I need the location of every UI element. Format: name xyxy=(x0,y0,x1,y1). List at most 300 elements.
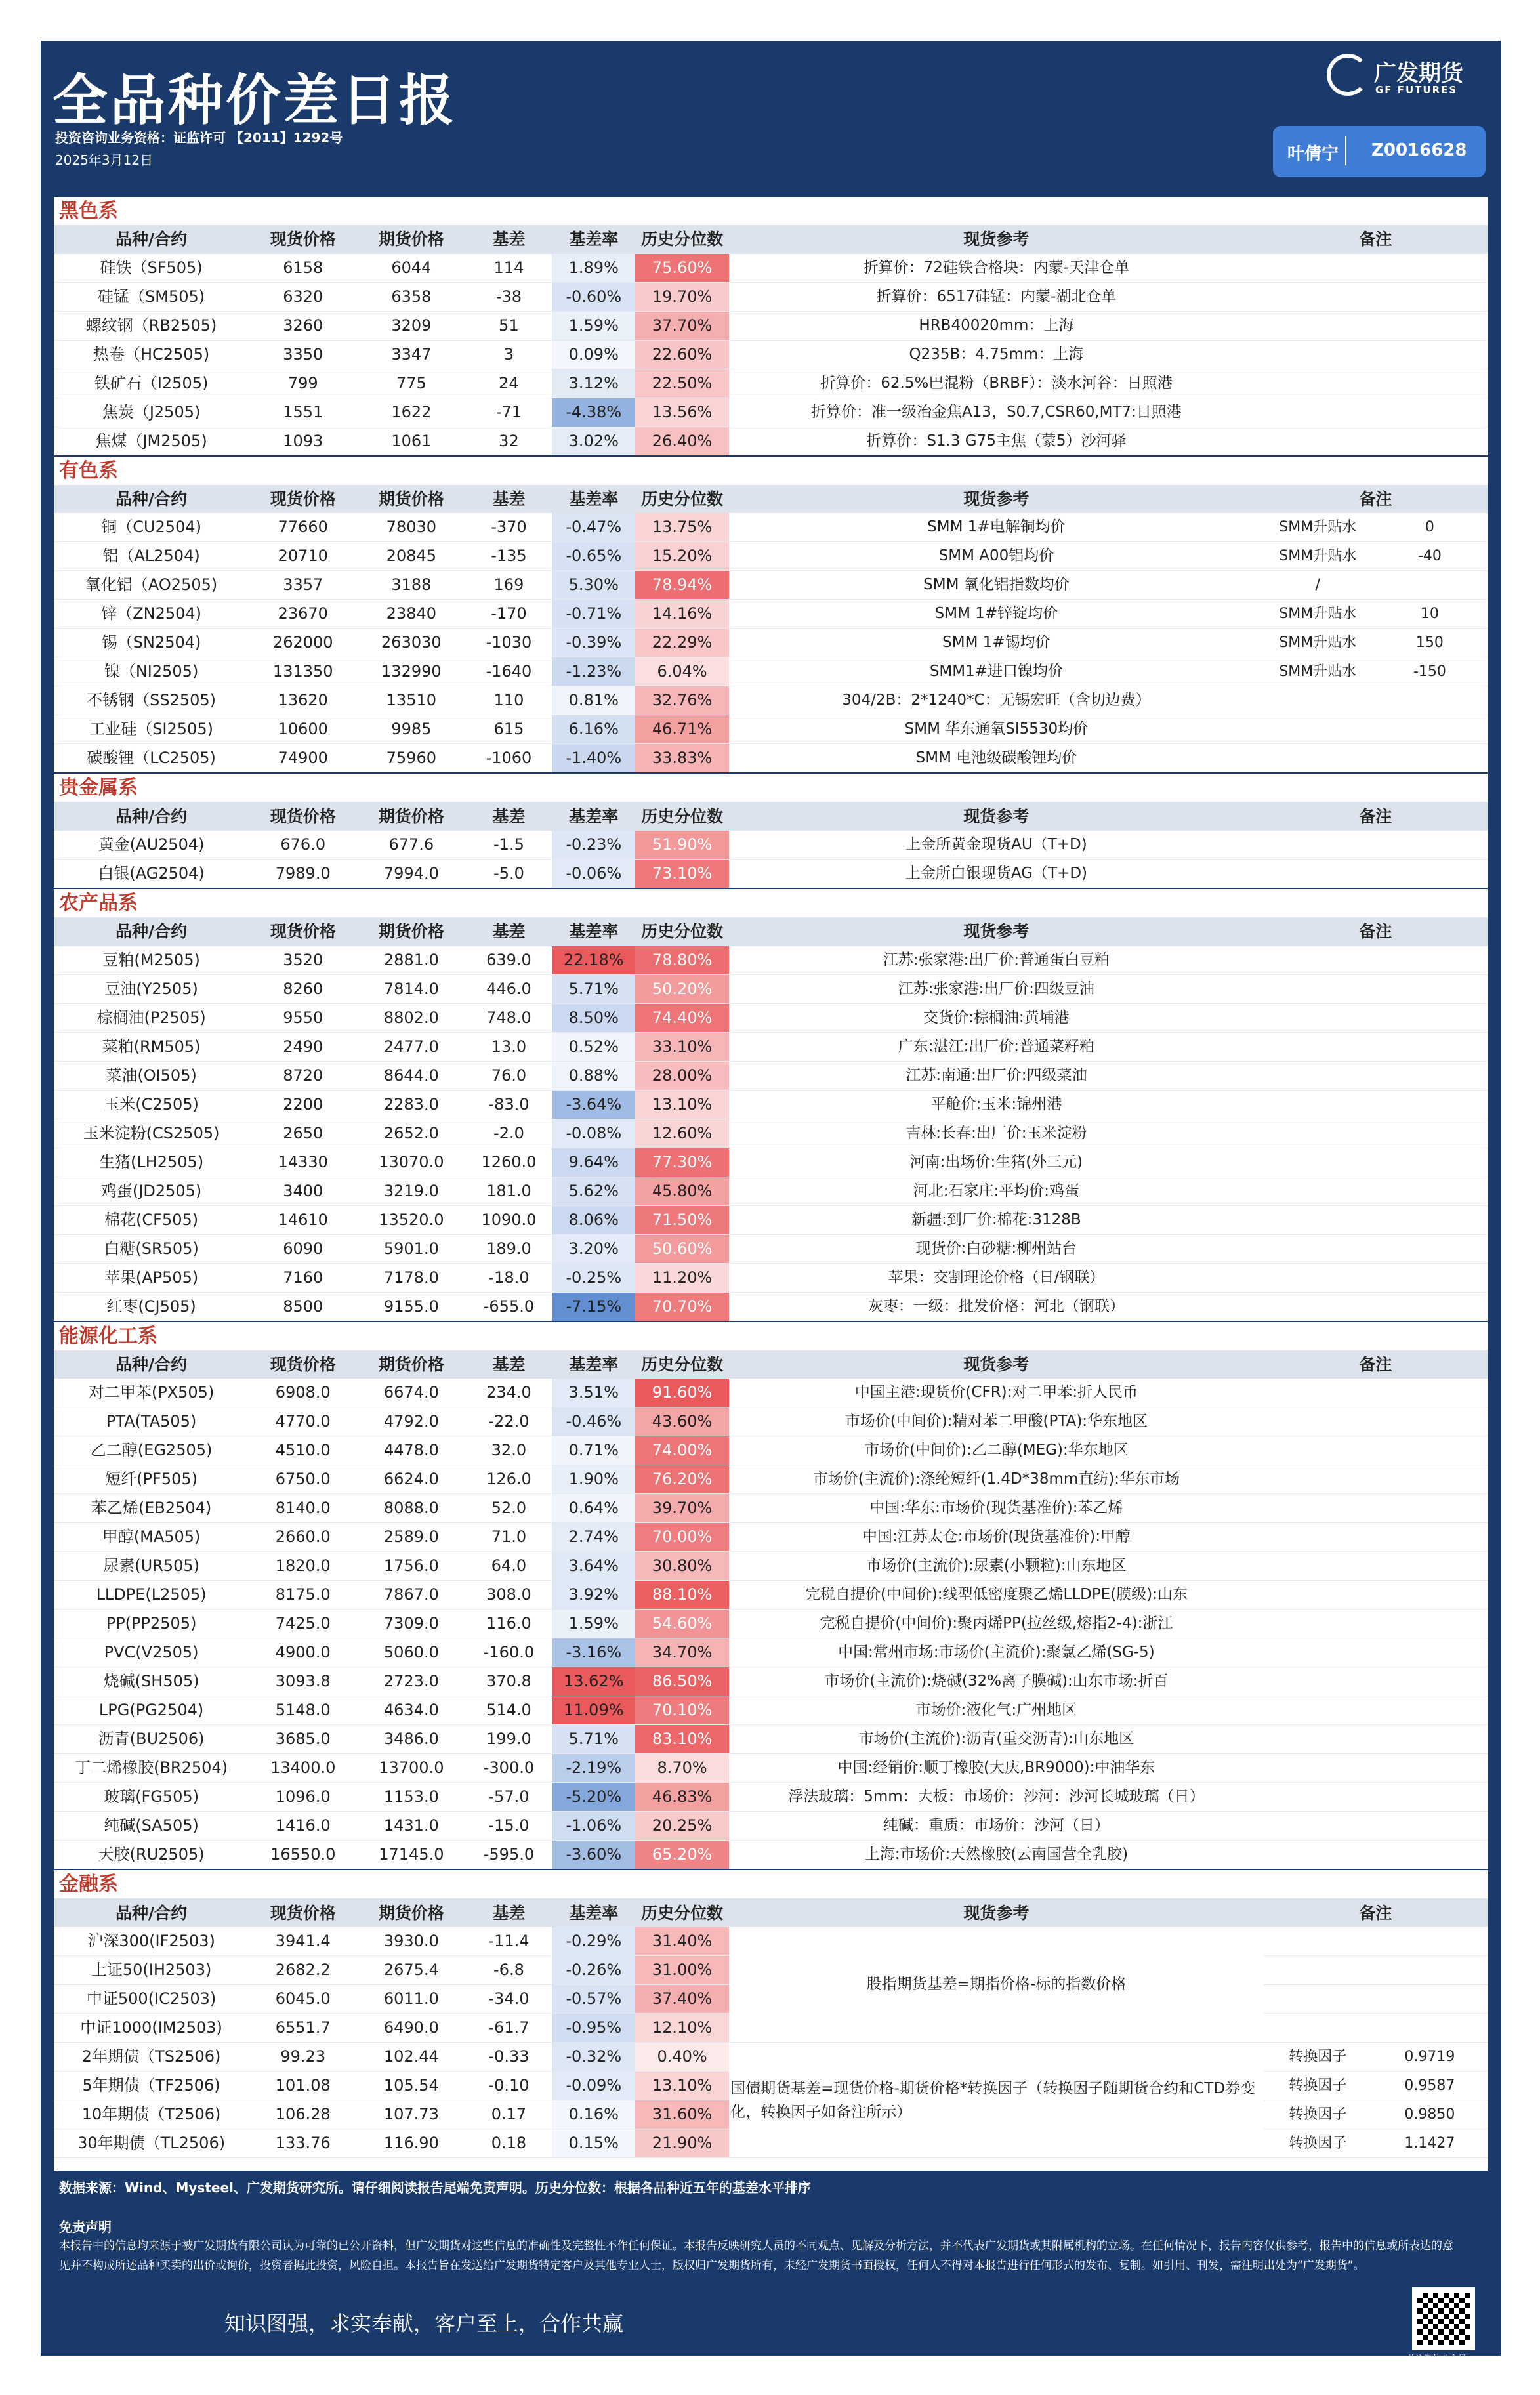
remark-value-cell xyxy=(1372,1494,1488,1523)
contract-cell: 纯碱(SA505) xyxy=(54,1812,249,1841)
spot-price-cell: 799 xyxy=(249,369,357,398)
remark-cell xyxy=(1264,1667,1372,1696)
basis-cell: 3 xyxy=(465,340,552,369)
column-header-row xyxy=(54,1898,1488,1927)
contract-cell: 中证1000(IM2503) xyxy=(54,2014,249,2043)
table-row xyxy=(54,1754,1488,1783)
contract-cell: 焦煤（JM2505) xyxy=(54,427,249,456)
basis-cell: 32 xyxy=(465,427,552,456)
remark-cell: 转换因子 xyxy=(1264,2043,1372,2072)
remark-value-cell: -150 xyxy=(1372,657,1488,686)
column-header: 期货价格 xyxy=(357,1898,465,1927)
remark-cell xyxy=(1264,1552,1372,1581)
basis-rate-cell: -7.15% xyxy=(552,1292,635,1322)
spot-reference-cell: 市场价:液化气:广州地区 xyxy=(729,1696,1264,1725)
column-header: 历史分位数 xyxy=(635,917,729,946)
futures-price-cell: 1622 xyxy=(357,398,465,427)
basis-rate-cell: -0.09% xyxy=(552,2072,635,2100)
table-row xyxy=(54,1552,1488,1581)
futures-price-cell: 3188 xyxy=(357,571,465,600)
spot-reference-cell: 江苏:张家港:出厂价:普通蛋白豆粕 xyxy=(729,946,1264,975)
futures-price-cell: 3347 xyxy=(357,340,465,369)
percentile-cell: 88.10% xyxy=(635,1581,729,1610)
section-title: 金融系 xyxy=(54,1869,1488,1898)
spot-reference-cell: 江苏:张家港:出厂价:四级豆油 xyxy=(729,974,1264,1003)
table-row xyxy=(54,254,1488,283)
remark-cell xyxy=(1264,1985,1372,2014)
futures-price-cell: 78030 xyxy=(357,513,465,542)
column-header-row xyxy=(54,802,1488,831)
futures-price-cell: 13700.0 xyxy=(357,1754,465,1783)
futures-price-cell: 3486.0 xyxy=(357,1725,465,1754)
spot-reference-cell: 河北:石家庄:平均价:鸡蛋 xyxy=(729,1177,1264,1205)
basis-rate-cell: -0.47% xyxy=(552,513,635,542)
remark-cell xyxy=(1264,254,1372,283)
column-header: 现货参考 xyxy=(729,1350,1264,1379)
basis-rate-cell: 0.81% xyxy=(552,686,635,715)
contract-cell: 棕榈油(P2505) xyxy=(54,1003,249,1032)
basis-cell: -71 xyxy=(465,398,552,427)
remark-value-cell xyxy=(1372,1061,1488,1090)
section-header-row xyxy=(54,773,1488,802)
percentile-cell: 31.00% xyxy=(635,1956,729,1985)
remark-cell xyxy=(1264,1407,1372,1436)
basis-cell: 1090.0 xyxy=(465,1205,552,1234)
percentile-cell: 12.10% xyxy=(635,2014,729,2043)
spot-price-cell: 4770.0 xyxy=(249,1407,357,1436)
percentile-cell: 91.60% xyxy=(635,1379,729,1407)
remark-value-cell xyxy=(1372,1148,1488,1177)
futures-price-cell: 8802.0 xyxy=(357,1003,465,1032)
spot-reference-cell: 304/2B：2*1240*C：无锡宏旺（含切边费） xyxy=(729,686,1264,715)
futures-price-cell: 107.73 xyxy=(357,2100,465,2129)
basis-cell: 370.8 xyxy=(465,1667,552,1696)
basis-cell: -1030 xyxy=(465,629,552,657)
remark-value-cell: 1.1427 xyxy=(1372,2129,1488,2158)
remark-value-cell: 0.9719 xyxy=(1372,2043,1488,2072)
spot-reference-cell: Q235B：4.75mm：上海 xyxy=(729,340,1264,369)
spot-price-cell: 131350 xyxy=(249,657,357,686)
basis-cell: -595.0 xyxy=(465,1841,552,1870)
futures-price-cell: 6674.0 xyxy=(357,1379,465,1407)
futures-price-cell: 116.90 xyxy=(357,2129,465,2158)
table-row xyxy=(54,1667,1488,1696)
column-header: 现货参考 xyxy=(729,225,1264,254)
basis-rate-cell: 1.89% xyxy=(552,254,635,283)
remark-cell xyxy=(1264,974,1372,1003)
remark-value-cell xyxy=(1372,1812,1488,1841)
remark-value-cell xyxy=(1372,1032,1488,1061)
percentile-cell: 70.70% xyxy=(635,1292,729,1322)
remark-cell xyxy=(1264,1696,1372,1725)
percentile-cell: 76.20% xyxy=(635,1465,729,1494)
table-row xyxy=(54,1696,1488,1725)
percentile-cell: 46.71% xyxy=(635,715,729,744)
spot-reference-cell: 现货价:白砂糖:柳州站台 xyxy=(729,1234,1264,1263)
basis-rate-cell: 0.71% xyxy=(552,1436,635,1465)
spot-price-cell: 2650 xyxy=(249,1119,357,1148)
table-row xyxy=(54,1581,1488,1610)
remark-cell xyxy=(1264,686,1372,715)
futures-price-cell: 1153.0 xyxy=(357,1783,465,1812)
column-header: 基差率 xyxy=(552,225,635,254)
remark-cell xyxy=(1264,946,1372,975)
basis-rate-cell: 0.15% xyxy=(552,2129,635,2158)
column-header: 基差率 xyxy=(552,1350,635,1379)
section-title: 贵金属系 xyxy=(54,773,1488,802)
spot-reference-cell: 上海:市场价:天然橡胶(云南国营全乳胶) xyxy=(729,1841,1264,1870)
spot-reference-cell: 上金所白银现货AG（T+D) xyxy=(729,860,1264,889)
spread-table xyxy=(54,196,1488,2158)
futures-price-cell: 13510 xyxy=(357,686,465,715)
futures-price-cell: 8088.0 xyxy=(357,1494,465,1523)
spot-reference-cell: 中国:常州市场:市场价(主流价):聚氯乙烯(SG-5) xyxy=(729,1638,1264,1667)
disclaimer-text: 本报告中的信息均来源于被广发期货有限公司认为可靠的已公开资料，但广发期货对这些信息的准确性及完整性不作任何保证。本报告反映研究人员的不同观点、见解及分析方法，并不代表广发期货或其附属机构的立场。在任何情况下，报告内容仅供参考，报告中的信息或所表达的意见并不构成所述品种买卖的出价或询价，投资者据此投资，风险自担。本报告旨在发送给广发期货特定客户及其他专业人士，版权归广发期货所有，未经广发期货书面授权，任何人不得对本报告进行任何形式的发布、复制。如引用、刊发，需注明出处为“广发期货”。 xyxy=(59,2239,1453,2272)
spot-price-cell: 6750.0 xyxy=(249,1465,357,1494)
spot-reference-cell: 完税自提价(中间价):线型低密度聚乙烯LLDPE(膜级):山东 xyxy=(729,1581,1264,1610)
spot-price-cell: 8175.0 xyxy=(249,1581,357,1610)
contract-cell: 苯乙烯(EB2504) xyxy=(54,1494,249,1523)
report-date: 2025年3月12日 xyxy=(55,152,154,168)
column-header-row xyxy=(54,225,1488,254)
column-header: 备注 xyxy=(1264,1898,1488,1927)
basis-cell: 199.0 xyxy=(465,1725,552,1754)
percentile-cell: 30.80% xyxy=(635,1552,729,1581)
basis-cell: -38 xyxy=(465,282,552,311)
contract-cell: 红枣(CJ505) xyxy=(54,1292,249,1322)
remark-value-cell xyxy=(1372,282,1488,311)
remark-value-cell xyxy=(1372,571,1488,600)
column-header: 现货价格 xyxy=(249,917,357,946)
remark-cell: SMM升贴水 xyxy=(1264,513,1372,542)
table-row xyxy=(54,1177,1488,1205)
remark-cell xyxy=(1264,1956,1372,1985)
remark-value-cell xyxy=(1372,2014,1488,2043)
spot-price-cell: 74900 xyxy=(249,744,357,774)
basis-cell: -1640 xyxy=(465,657,552,686)
disclaimer-title: 免责声明 xyxy=(59,2219,112,2235)
basis-cell: 110 xyxy=(465,686,552,715)
column-header: 现货参考 xyxy=(729,485,1264,514)
column-header-row xyxy=(54,485,1488,514)
spot-price-cell: 99.23 xyxy=(249,2043,357,2072)
basis-cell: -1.5 xyxy=(465,831,552,860)
contract-cell: PVC(V2505) xyxy=(54,1638,249,1667)
contract-cell: 烧碱(SH505) xyxy=(54,1667,249,1696)
basis-cell: -18.0 xyxy=(465,1263,552,1292)
contract-cell: 5年期债（TF2506) xyxy=(54,2072,249,2100)
remark-cell xyxy=(1264,715,1372,744)
percentile-cell: 20.25% xyxy=(635,1812,729,1841)
spot-price-cell: 6320 xyxy=(249,282,357,311)
futures-price-cell: 6044 xyxy=(357,254,465,283)
spot-reference-cell: 浮法玻璃：5mm：大板：市场价：沙河：沙河长城玻璃（日） xyxy=(729,1783,1264,1812)
remark-value-cell xyxy=(1372,1725,1488,1754)
remark-cell xyxy=(1264,369,1372,398)
contract-cell: 玉米(C2505) xyxy=(54,1090,249,1119)
remark-cell: SMM升贴水 xyxy=(1264,542,1372,571)
basis-rate-cell: 8.50% xyxy=(552,1003,635,1032)
basis-rate-cell: -5.20% xyxy=(552,1783,635,1812)
report-header xyxy=(41,41,1501,193)
basis-rate-cell: -1.06% xyxy=(552,1812,635,1841)
spot-reference-cell: 市场价(中间价):乙二醇(MEG):华东地区 xyxy=(729,1436,1264,1465)
remark-cell xyxy=(1264,398,1372,427)
table-row xyxy=(54,1465,1488,1494)
contract-cell: 菜油(OI505) xyxy=(54,1061,249,1090)
column-header: 基差 xyxy=(465,802,552,831)
basis-cell: -135 xyxy=(465,542,552,571)
basis-cell: 76.0 xyxy=(465,1061,552,1090)
spot-reference-cell: 中国:江苏太仓:市场价(现货基准价):甲醇 xyxy=(729,1523,1264,1552)
column-header: 现货参考 xyxy=(729,802,1264,831)
column-header: 品种/合约 xyxy=(54,485,249,514)
futures-price-cell: 5901.0 xyxy=(357,1234,465,1263)
percentile-cell: 46.83% xyxy=(635,1783,729,1812)
column-header: 现货价格 xyxy=(249,802,357,831)
column-header: 基差率 xyxy=(552,1898,635,1927)
basis-cell: 615 xyxy=(465,715,552,744)
spot-price-cell: 6090 xyxy=(249,1234,357,1263)
spot-price-cell: 6045.0 xyxy=(249,1985,357,2014)
section-title: 有色系 xyxy=(54,456,1488,485)
percentile-cell: 54.60% xyxy=(635,1610,729,1638)
remark-value-cell xyxy=(1372,398,1488,427)
spot-price-cell: 77660 xyxy=(249,513,357,542)
section-header-row xyxy=(54,888,1488,917)
table-row xyxy=(54,715,1488,744)
basis-cell: -6.8 xyxy=(465,1956,552,1985)
remark-cell xyxy=(1264,1061,1372,1090)
basis-cell: -83.0 xyxy=(465,1090,552,1119)
percentile-cell: 22.60% xyxy=(635,340,729,369)
basis-rate-cell: -0.95% xyxy=(552,2014,635,2043)
basis-cell: -11.4 xyxy=(465,1927,552,1956)
remark-value-cell xyxy=(1372,1581,1488,1610)
remark-cell xyxy=(1264,1725,1372,1754)
spot-reference-cell: SMM1#进口镍均价 xyxy=(729,657,1264,686)
futures-price-cell: 105.54 xyxy=(357,2072,465,2100)
spot-price-cell: 2682.2 xyxy=(249,1956,357,1985)
basis-cell: 189.0 xyxy=(465,1234,552,1263)
futures-price-cell: 9155.0 xyxy=(357,1292,465,1322)
basis-cell: -0.33 xyxy=(465,2043,552,2072)
column-header: 基差率 xyxy=(552,802,635,831)
spot-reference-cell: 苹果：交割理论价格（日/钢联） xyxy=(729,1263,1264,1292)
contract-cell: 短纤(PF505) xyxy=(54,1465,249,1494)
basis-cell: 748.0 xyxy=(465,1003,552,1032)
percentile-cell: 0.40% xyxy=(635,2043,729,2072)
remark-cell xyxy=(1264,1610,1372,1638)
table-row xyxy=(54,1292,1488,1322)
column-header: 备注 xyxy=(1264,802,1488,831)
basis-cell: 169 xyxy=(465,571,552,600)
table-row xyxy=(54,657,1488,686)
logo-mark-icon xyxy=(1327,54,1369,96)
futures-price-cell: 8644.0 xyxy=(357,1061,465,1090)
futures-price-cell: 75960 xyxy=(357,744,465,774)
basis-rate-cell: -0.57% xyxy=(552,1985,635,2014)
column-header: 备注 xyxy=(1264,485,1488,514)
basis-rate-cell: 11.09% xyxy=(552,1696,635,1725)
remark-cell xyxy=(1264,1003,1372,1032)
remark-value-cell xyxy=(1372,1119,1488,1148)
remark-value-cell xyxy=(1372,686,1488,715)
column-header: 期货价格 xyxy=(357,225,465,254)
table-row xyxy=(54,1841,1488,1870)
table-row xyxy=(54,398,1488,427)
spot-price-cell: 262000 xyxy=(249,629,357,657)
spot-price-cell: 3357 xyxy=(249,571,357,600)
basis-rate-cell: -0.26% xyxy=(552,1956,635,1985)
table-row xyxy=(54,282,1488,311)
remark-cell xyxy=(1264,860,1372,889)
basis-rate-cell: -1.23% xyxy=(552,657,635,686)
remark-cell xyxy=(1264,1638,1372,1667)
table-row xyxy=(54,946,1488,975)
spot-reference-cell: 折算价：6517硅锰：内蒙-湖北仓单 xyxy=(729,282,1264,311)
remark-value-cell xyxy=(1372,1379,1488,1407)
percentile-cell: 33.10% xyxy=(635,1032,729,1061)
column-header: 历史分位数 xyxy=(635,485,729,514)
percentile-cell: 45.80% xyxy=(635,1177,729,1205)
contract-cell: 棉花(CF505) xyxy=(54,1205,249,1234)
contract-cell: 天胶(RU2505) xyxy=(54,1841,249,1870)
spot-reference-cell: 平舱价:玉米:锦州港 xyxy=(729,1090,1264,1119)
contract-cell: LPG(PG2504) xyxy=(54,1696,249,1725)
percentile-cell: 77.30% xyxy=(635,1148,729,1177)
remark-cell xyxy=(1264,1812,1372,1841)
spot-price-cell: 3685.0 xyxy=(249,1725,357,1754)
spot-price-cell: 1820.0 xyxy=(249,1552,357,1581)
contract-cell: 豆油(Y2505) xyxy=(54,974,249,1003)
percentile-cell: 15.20% xyxy=(635,542,729,571)
remark-value-cell xyxy=(1372,1436,1488,1465)
percentile-cell: 8.70% xyxy=(635,1754,729,1783)
futures-price-cell: 6624.0 xyxy=(357,1465,465,1494)
basis-cell: 0.18 xyxy=(465,2129,552,2158)
spot-price-cell: 8720 xyxy=(249,1061,357,1090)
percentile-cell: 50.60% xyxy=(635,1234,729,1263)
remark-cell xyxy=(1264,1177,1372,1205)
futures-price-cell: 2477.0 xyxy=(357,1032,465,1061)
percentile-cell: 75.60% xyxy=(635,254,729,283)
futures-price-cell: 6011.0 xyxy=(357,1985,465,2014)
basis-cell: -655.0 xyxy=(465,1292,552,1322)
remark-cell: 转换因子 xyxy=(1264,2100,1372,2129)
basis-cell: 71.0 xyxy=(465,1523,552,1552)
spot-reference-cell: 交货价:棕榈油:黄埔港 xyxy=(729,1003,1264,1032)
contract-cell: 热卷（HC2505) xyxy=(54,340,249,369)
basis-rate-cell: -1.40% xyxy=(552,744,635,774)
contract-cell: 氧化铝（AO2505) xyxy=(54,571,249,600)
remark-value-cell xyxy=(1372,1292,1488,1322)
spot-price-cell: 8260 xyxy=(249,974,357,1003)
basis-cell: 126.0 xyxy=(465,1465,552,1494)
futures-price-cell: 1061 xyxy=(357,427,465,456)
basis-cell: 116.0 xyxy=(465,1610,552,1638)
spot-reference-cell: 折算价：S1.3 G75主焦（蒙5）沙河驿 xyxy=(729,427,1264,456)
column-header: 期货价格 xyxy=(357,485,465,514)
column-header: 现货价格 xyxy=(249,1898,357,1927)
basis-rate-cell: -0.39% xyxy=(552,629,635,657)
percentile-cell: 12.60% xyxy=(635,1119,729,1148)
basis-cell: 52.0 xyxy=(465,1494,552,1523)
basis-cell: 24 xyxy=(465,369,552,398)
percentile-cell: 70.00% xyxy=(635,1523,729,1552)
qr-caption: 关注微信公众号 xyxy=(1407,2354,1467,2364)
contract-cell: 苹果(AP505) xyxy=(54,1263,249,1292)
remark-cell xyxy=(1264,831,1372,860)
futures-price-cell: 9985 xyxy=(357,715,465,744)
remark-value-cell xyxy=(1372,1407,1488,1436)
remark-cell xyxy=(1264,1148,1372,1177)
spot-reference-cell: HRB40020mm：上海 xyxy=(729,311,1264,340)
basis-cell: -370 xyxy=(465,513,552,542)
remark-value-cell xyxy=(1372,831,1488,860)
remark-value-cell xyxy=(1372,1205,1488,1234)
percentile-cell: 28.00% xyxy=(635,1061,729,1090)
futures-price-cell: 6358 xyxy=(357,282,465,311)
basis-cell: 64.0 xyxy=(465,1552,552,1581)
percentile-cell: 22.29% xyxy=(635,629,729,657)
futures-price-cell: 2675.4 xyxy=(357,1956,465,1985)
basis-rate-cell: -0.60% xyxy=(552,282,635,311)
futures-price-cell: 4634.0 xyxy=(357,1696,465,1725)
contract-cell: 锡（SN2504) xyxy=(54,629,249,657)
percentile-cell: 19.70% xyxy=(635,282,729,311)
contract-cell: 镍（NI2505) xyxy=(54,657,249,686)
contract-cell: 硅铁（SF505) xyxy=(54,254,249,283)
remark-value-cell xyxy=(1372,1177,1488,1205)
basis-cell: -170 xyxy=(465,600,552,629)
basis-cell: 13.0 xyxy=(465,1032,552,1061)
spot-reference-cell: SMM A00铝均价 xyxy=(729,542,1264,571)
basis-rate-cell: -0.25% xyxy=(552,1263,635,1292)
futures-price-cell: 7309.0 xyxy=(357,1610,465,1638)
column-header: 基差 xyxy=(465,917,552,946)
remark-value-cell xyxy=(1372,1465,1488,1494)
spot-price-cell: 4510.0 xyxy=(249,1436,357,1465)
remark-cell xyxy=(1264,1090,1372,1119)
basis-rate-cell: -0.23% xyxy=(552,831,635,860)
futures-price-cell: 263030 xyxy=(357,629,465,657)
percentile-cell: 31.40% xyxy=(635,1927,729,1956)
spot-price-cell: 2490 xyxy=(249,1032,357,1061)
spot-reference-cell: SMM 1#锡均价 xyxy=(729,629,1264,657)
spot-reference-cell: SMM 电池级碳酸锂均价 xyxy=(729,744,1264,774)
section-header-row xyxy=(54,1869,1488,1898)
remark-cell: SMM升贴水 xyxy=(1264,657,1372,686)
contract-cell: 铜（CU2504) xyxy=(54,513,249,542)
spot-reference-cell: 市场价(主流价):涤纶短纤(1.4D*38mm直纺):华东市场 xyxy=(729,1465,1264,1494)
spot-price-cell: 14610 xyxy=(249,1205,357,1234)
column-header: 品种/合约 xyxy=(54,802,249,831)
column-header: 现货价格 xyxy=(249,225,357,254)
spot-price-cell: 14330 xyxy=(249,1148,357,1177)
remark-value-cell xyxy=(1372,1234,1488,1263)
contract-cell: 尿素(UR505) xyxy=(54,1552,249,1581)
column-header-row xyxy=(54,1350,1488,1379)
contract-cell: 玻璃(FG505) xyxy=(54,1783,249,1812)
spot-price-cell: 3350 xyxy=(249,340,357,369)
remark-value-cell xyxy=(1372,1523,1488,1552)
contract-cell: 丁二烯橡胶(BR2504) xyxy=(54,1754,249,1783)
spot-price-cell: 106.28 xyxy=(249,2100,357,2129)
basis-rate-cell: -3.16% xyxy=(552,1638,635,1667)
basis-cell: 308.0 xyxy=(465,1581,552,1610)
spot-price-cell: 2660.0 xyxy=(249,1523,357,1552)
